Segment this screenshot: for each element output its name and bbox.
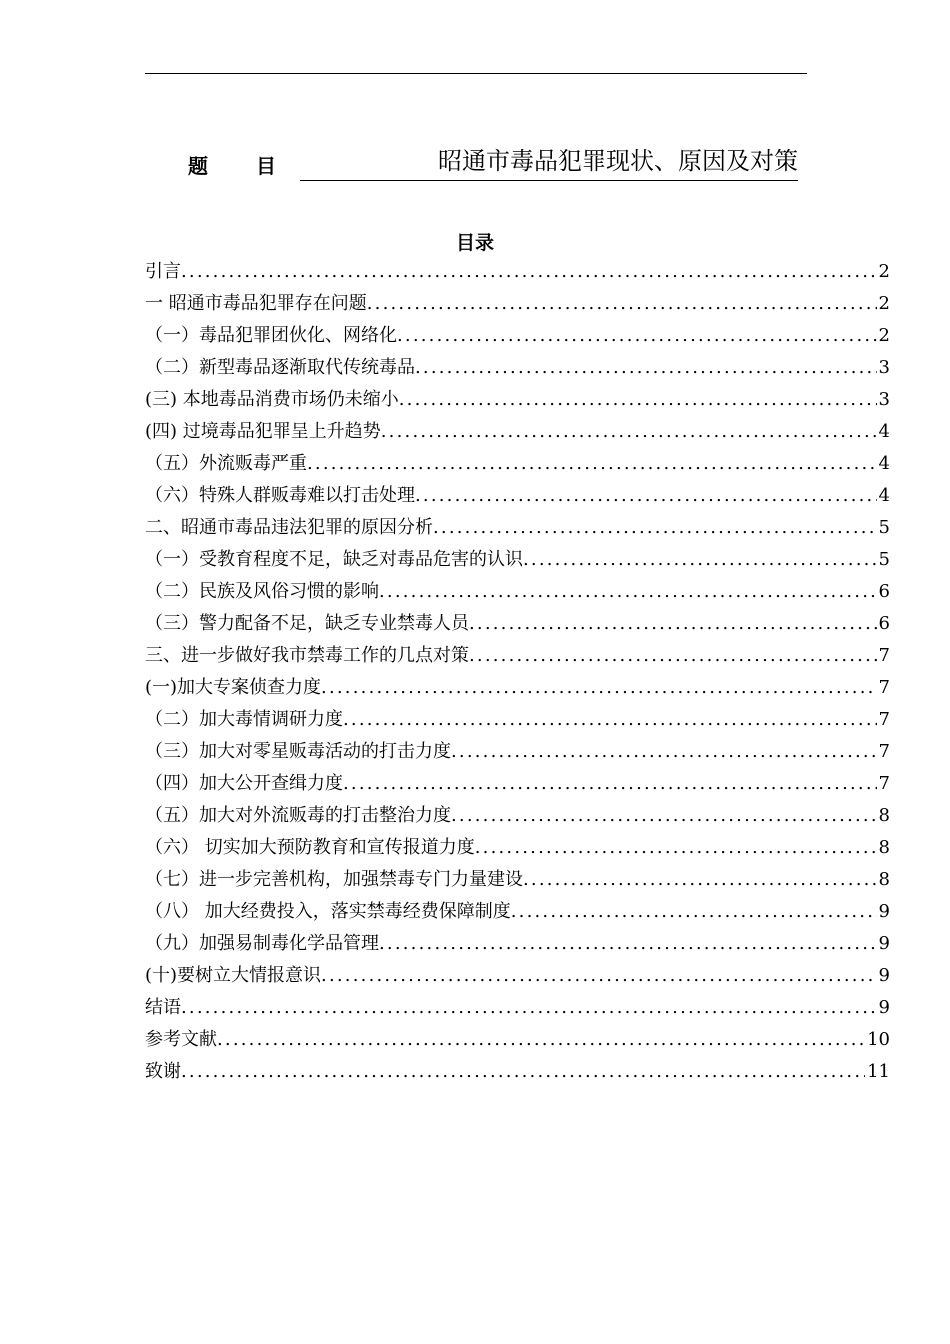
toc-entry[interactable] bbox=[145, 320, 890, 352]
toc-entry[interactable] bbox=[145, 768, 890, 800]
toc-entry[interactable] bbox=[145, 352, 890, 384]
toc-entry[interactable] bbox=[145, 928, 890, 960]
toc-entry-page: 5 bbox=[878, 549, 890, 570]
toc-leader-dots bbox=[217, 1024, 865, 1056]
toc-entry-label: （三）加大对零星贩毒活动的打击力度 bbox=[145, 736, 451, 768]
toc-entry-label: (四) 过境毒品犯罪呈上升趋势 bbox=[145, 416, 381, 448]
toc-entry-page: 7 bbox=[878, 709, 890, 730]
title-label-char-2: 目 bbox=[256, 154, 276, 178]
toc-entry-page: 4 bbox=[878, 485, 890, 506]
toc-entry[interactable] bbox=[145, 544, 890, 576]
toc-entry[interactable] bbox=[145, 1056, 890, 1088]
toc-entry[interactable] bbox=[145, 864, 890, 896]
toc-entry-page: 10 bbox=[867, 1029, 890, 1050]
toc-entry-page: 7 bbox=[878, 773, 890, 794]
toc-entry-page: 9 bbox=[878, 997, 890, 1018]
toc-leader-dots bbox=[343, 768, 877, 800]
thesis-title: 昭通市毒品犯罪现状、原因及对策 bbox=[300, 142, 798, 181]
toc-entry-label: （三）警力配备不足，缺乏专业禁毒人员 bbox=[145, 608, 469, 640]
toc-entry-label: （二）加大毒情调研力度 bbox=[145, 704, 343, 736]
toc-entry-label: （七）进一步完善机构，加强禁毒专门力量建设 bbox=[145, 864, 523, 896]
toc-entry[interactable] bbox=[145, 992, 890, 1024]
toc-entry[interactable] bbox=[145, 384, 890, 416]
toc-leader-dots bbox=[415, 352, 877, 384]
toc-entry-page: 11 bbox=[867, 1061, 890, 1082]
toc-entry-label: (一)加大专案侦查力度 bbox=[145, 672, 321, 704]
toc-entry[interactable] bbox=[145, 1024, 890, 1056]
header-rule bbox=[145, 73, 807, 74]
toc-entry[interactable] bbox=[145, 800, 890, 832]
toc-leader-dots bbox=[343, 704, 877, 736]
toc-leader-dots bbox=[469, 608, 877, 640]
toc-entry[interactable] bbox=[145, 256, 890, 288]
toc-entry-page: 2 bbox=[878, 325, 890, 346]
toc-leader-dots bbox=[321, 960, 877, 992]
toc-entry-page: 4 bbox=[878, 421, 890, 442]
toc-entry[interactable] bbox=[145, 608, 890, 640]
toc-leader-dots bbox=[367, 288, 877, 320]
toc-entry-page: 7 bbox=[878, 645, 890, 666]
toc-entry-label: （八） 加大经费投入，落实禁毒经费保障制度 bbox=[145, 896, 511, 928]
title-row bbox=[0, 140, 950, 190]
toc-entry-label: （一）受教育程度不足，缺乏对毒品危害的认识 bbox=[145, 544, 523, 576]
toc-entry[interactable] bbox=[145, 288, 890, 320]
toc-leader-dots bbox=[181, 1056, 865, 1088]
toc-entry[interactable] bbox=[145, 448, 890, 480]
table-of-contents bbox=[145, 256, 890, 1088]
toc-entry-page: 8 bbox=[878, 805, 890, 826]
toc-entry[interactable] bbox=[145, 960, 890, 992]
toc-entry-page: 6 bbox=[878, 581, 890, 602]
toc-entry-label: 引言 bbox=[145, 256, 181, 288]
toc-leader-dots bbox=[399, 384, 877, 416]
toc-leader-dots bbox=[523, 864, 877, 896]
toc-entry-page: 2 bbox=[878, 293, 890, 314]
toc-entry-label: (十)要树立大情报意识 bbox=[145, 960, 321, 992]
toc-leader-dots bbox=[379, 928, 877, 960]
title-label bbox=[188, 150, 276, 179]
toc-entry-label: （一）毒品犯罪团伙化、网络化 bbox=[145, 320, 397, 352]
toc-leader-dots bbox=[475, 832, 877, 864]
toc-entry-label: （二）新型毒品逐渐取代传统毒品 bbox=[145, 352, 415, 384]
toc-entry-label: 一 昭通市毒品犯罪存在问题 bbox=[145, 288, 367, 320]
toc-leader-dots bbox=[381, 416, 877, 448]
toc-entry-label: 二、昭通市毒品违法犯罪的原因分析 bbox=[145, 512, 433, 544]
toc-entry-page: 2 bbox=[878, 261, 890, 282]
toc-entry-page: 8 bbox=[878, 869, 890, 890]
toc-entry-label: （四）加大公开查缉力度 bbox=[145, 768, 343, 800]
toc-leader-dots bbox=[451, 800, 877, 832]
toc-entry-label: （六） 切实加大预防教育和宣传报道力度 bbox=[145, 832, 475, 864]
toc-entry-page: 9 bbox=[878, 901, 890, 922]
toc-entry-label: (三) 本地毒品消费市场仍未缩小 bbox=[145, 384, 399, 416]
toc-entry[interactable] bbox=[145, 480, 890, 512]
toc-entry-label: （六）特殊人群贩毒难以打击处理 bbox=[145, 480, 415, 512]
toc-leader-dots bbox=[181, 256, 877, 288]
toc-entry-label: 三、进一步做好我市禁毒工作的几点对策 bbox=[145, 640, 469, 672]
toc-entry[interactable] bbox=[145, 640, 890, 672]
toc-leader-dots bbox=[415, 480, 877, 512]
toc-entry-page: 8 bbox=[878, 837, 890, 858]
toc-entry[interactable] bbox=[145, 576, 890, 608]
toc-entry-label: 致谢 bbox=[145, 1056, 181, 1088]
toc-entry-page: 6 bbox=[878, 613, 890, 634]
toc-heading: 目录 bbox=[455, 232, 494, 254]
toc-entry-label: （九）加强易制毒化学品管理 bbox=[145, 928, 379, 960]
toc-leader-dots bbox=[511, 896, 877, 928]
toc-entry[interactable] bbox=[145, 672, 890, 704]
toc-entry-page: 7 bbox=[878, 677, 890, 698]
title-label-char-1: 题 bbox=[188, 154, 208, 178]
toc-entry[interactable] bbox=[145, 704, 890, 736]
toc-entry[interactable] bbox=[145, 832, 890, 864]
toc-entry[interactable] bbox=[145, 896, 890, 928]
toc-entry-label: 参考文献 bbox=[145, 1024, 217, 1056]
toc-entry-label: 结语 bbox=[145, 992, 181, 1024]
toc-leader-dots bbox=[307, 448, 877, 480]
toc-leader-dots bbox=[181, 992, 877, 1024]
toc-entry-page: 3 bbox=[878, 357, 890, 378]
toc-entry-page: 4 bbox=[878, 453, 890, 474]
toc-entry[interactable] bbox=[145, 512, 890, 544]
toc-entry-page: 7 bbox=[878, 741, 890, 762]
toc-leader-dots bbox=[469, 640, 877, 672]
toc-entry-page: 9 bbox=[878, 933, 890, 954]
toc-entry-label: （五）加大对外流贩毒的打击整治力度 bbox=[145, 800, 451, 832]
toc-entry-page: 9 bbox=[878, 965, 890, 986]
toc-leader-dots bbox=[433, 512, 877, 544]
toc-entry[interactable] bbox=[145, 416, 890, 448]
toc-leader-dots bbox=[451, 736, 877, 768]
toc-entry-page: 3 bbox=[878, 389, 890, 410]
toc-entry[interactable] bbox=[145, 736, 890, 768]
toc-entry-label: （二）民族及风俗习惯的影响 bbox=[145, 576, 379, 608]
toc-leader-dots bbox=[397, 320, 877, 352]
toc-entry-label: （五）外流贩毒严重 bbox=[145, 448, 307, 480]
toc-entry-page: 5 bbox=[878, 517, 890, 538]
toc-leader-dots bbox=[379, 576, 877, 608]
toc-leader-dots bbox=[321, 672, 877, 704]
toc-leader-dots bbox=[523, 544, 877, 576]
